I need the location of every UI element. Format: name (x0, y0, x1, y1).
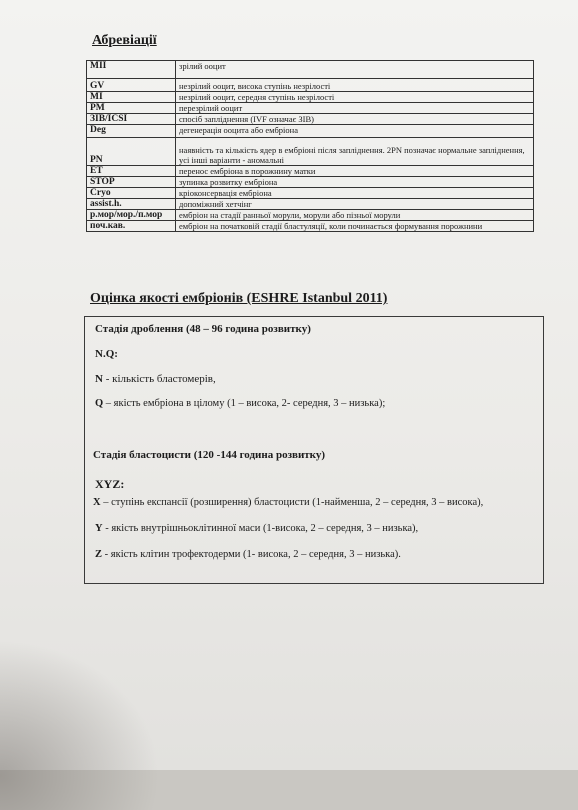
abbr-key: assist.h. (87, 199, 176, 210)
abbr-value: незрілий ооцит, середня ступінь незрілості (176, 92, 534, 103)
table-row (87, 188, 534, 199)
abbr-key: ET (87, 166, 176, 177)
abbr-value: кріоконсервація ембріона (176, 188, 534, 199)
table-row (87, 61, 534, 79)
blastocyst-title: Стадія бластоцисти (120 -144 година розвитку) (93, 449, 326, 461)
abbr-key: PM (87, 103, 176, 114)
q-key: Q (95, 398, 104, 409)
table-row (87, 221, 534, 232)
abbr-value: незрілий ооцит, висока ступінь незрілості (176, 79, 534, 92)
abbr-key: GV (87, 79, 176, 92)
quality-heading: Оцінка якості ембріонів (ESHRE Istanbul 2011) (90, 291, 388, 306)
abbr-value: дегенерація ооцита або ембріона (176, 125, 534, 138)
n-text: - кількість бластомерів, (102, 373, 216, 385)
table-row (87, 177, 534, 188)
abbr-value: ембріон на стадії ранньої морули, морули або пізньої морули (176, 210, 534, 221)
blastocyst-z-line (95, 549, 401, 560)
x-text: – ступінь експансії (розширення) бластоцисти (1-найменша, 2 – середня, 3 – висока), (100, 497, 484, 508)
abbr-value: наявність та кількість ядер в ембріоні після запліднення. 2PN позначає нормальне запліднення, усі інші варіанти - аномальні (176, 138, 534, 166)
table-row (87, 199, 534, 210)
abbr-value: зупинка розвитку ембріона (176, 177, 534, 188)
abbr-value: зрілий ооцит (176, 61, 534, 79)
abbr-value: перенос ембріона в порожнину матки (176, 166, 534, 177)
n-key: N (95, 373, 103, 385)
abbreviations-table (86, 60, 534, 232)
abbr-key: ЗІВ/ICSI (87, 114, 176, 125)
abbr-value: спосіб запліднення (IVF означає ЗІВ) (176, 114, 534, 125)
table-row (87, 114, 534, 125)
table-row (87, 138, 534, 166)
table-row (87, 92, 534, 103)
q-text: – якість ембріона в цілому (1 – висока, 2- середня, 3 – низька); (103, 398, 386, 409)
abbr-key: PN (87, 138, 176, 166)
table-row (87, 210, 534, 221)
abbr-value: перезрілий ооцит (176, 103, 534, 114)
abbr-key: Deg (87, 125, 176, 138)
finger-shadow (0, 640, 160, 810)
cleavage-formula: N.Q: (95, 348, 118, 360)
blastocyst-formula: XYZ: (95, 477, 125, 491)
abbr-key: поч.кав. (87, 221, 176, 232)
x-key: X (93, 497, 101, 508)
cleavage-q-line (95, 398, 385, 409)
abbr-value: ембріон на початковій стадії бластуляції, коли починається формування порожнини (176, 221, 534, 232)
abbreviations-heading: Абревіації (92, 33, 157, 48)
abbr-key: MII (87, 61, 176, 79)
abbr-key: р.мор/мор./п.мор (87, 210, 176, 221)
z-text: - якість клітин трофектодерми (1- висока, 2 – середня, 3 – низька). (102, 549, 401, 560)
abbr-key: Cryo (87, 188, 176, 199)
z-key: Z (95, 549, 103, 560)
table-row (87, 103, 534, 114)
abbr-value: допоміжний хетчінг (176, 199, 534, 210)
blastocyst-y-line (95, 523, 418, 534)
table-row (87, 166, 534, 177)
table-row (87, 125, 534, 138)
blastocyst-x-line (93, 497, 483, 508)
cleavage-title: Стадія дроблення (48 – 96 година розвитку) (95, 323, 311, 335)
table-row (87, 79, 534, 92)
y-text: - якість внутрішньоклітинної маси (1-висока, 2 – середня, 3 – низька), (102, 523, 419, 534)
abbr-key: MI (87, 92, 176, 103)
cleavage-n-line (95, 373, 216, 385)
quality-box (84, 316, 544, 584)
abbr-key: STOP (87, 177, 176, 188)
y-key: Y (95, 523, 103, 534)
